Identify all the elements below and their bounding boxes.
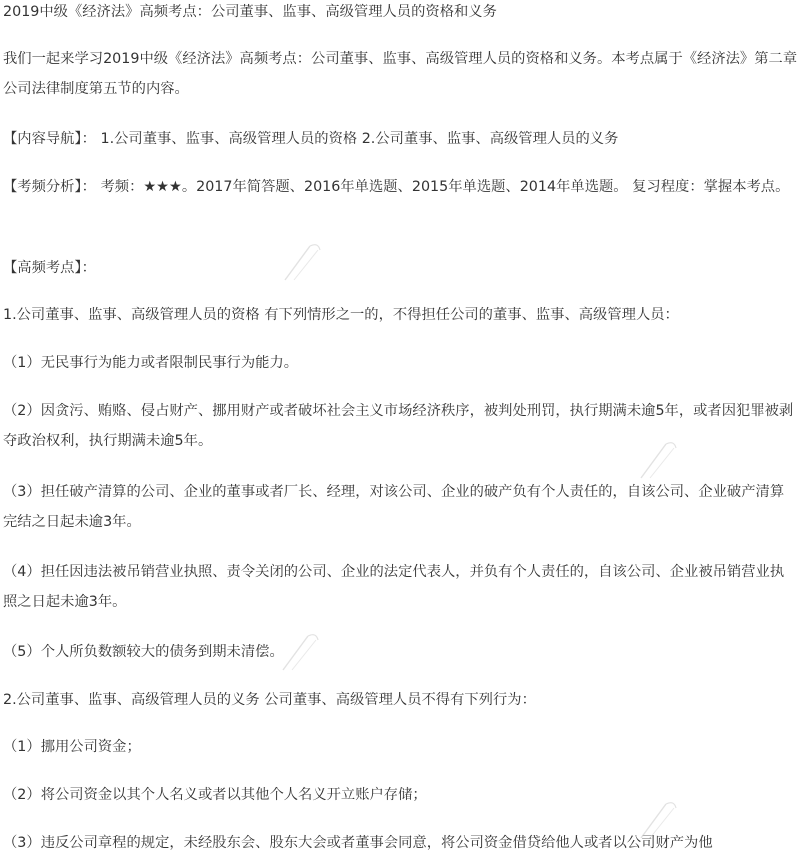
frequency-analysis: 【考频分析】： 考频：★★★。2017年简答题、2016年单选题、2015年单选题、2014年单选题。 复习程度：掌握本考点。 <box>3 179 790 195</box>
article-title: 2019中级《经济法》高频考点：公司董事、监事、高级管理人员的资格和义务 <box>3 4 497 20</box>
content-navigation: 【内容导航】： 1.公司董事、监事、高级管理人员的资格 2.公司董事、监事、高级管理人员的义务 <box>3 131 619 147</box>
qualification-item-4: （4）担任因违法被吊销营业执照、责令关闭的公司、企业的法定代表人，并负有个人责任的，自该公司、企业被吊销营业执照之日起未逾3年。 <box>3 564 785 610</box>
qualification-item-1: （1）无民事行为能力或者限制民事行为能力。 <box>3 355 299 371</box>
qualification-item-3: （3）担任破产清算的公司、企业的董事或者厂长、经理，对该公司、企业的破产负有个人责任的，自该公司、企业破产清算完结之日起未逾3年。 <box>3 484 785 530</box>
qualification-item-2: （2）因贪污、贿赂、侵占财产、挪用财产或者破坏社会主义市场经济秩序，被判处刑罚，执行期满未逾5年，或者因犯罪被剥夺政治权利，执行期满未逾5年。 <box>3 403 794 449</box>
qualification-item-5: （5）个人所负数额较大的债务到期未清偿。 <box>3 644 284 660</box>
section-2-heading: 2.公司董事、监事、高级管理人员的义务 公司董事、高级管理人员不得有下列行为： <box>3 692 536 708</box>
key-points-heading: 【高频考点】： <box>3 260 96 276</box>
duty-item-2: （2）将公司资金以其个人名义或者以其他个人名义开立账户存储； <box>3 787 427 803</box>
intro-paragraph: 我们一起来学习2019中级《经济法》高频考点：公司董事、监事、高级管理人员的资格和义务。本考点属于《经济法》第二章公司法律制度第五节的内容。 <box>3 51 798 97</box>
duty-item-1: （1）挪用公司资金； <box>3 739 141 755</box>
section-1-heading: 1.公司董事、监事、高级管理人员的资格 有下列情形之一的，不得担任公司的董事、监事、高级管理人员： <box>3 307 679 323</box>
duty-item-3: （3）违反公司章程的规定，未经股东会、股东大会或者董事会同意，将公司资金借贷给他人或者以公司财产为他 <box>3 835 713 851</box>
